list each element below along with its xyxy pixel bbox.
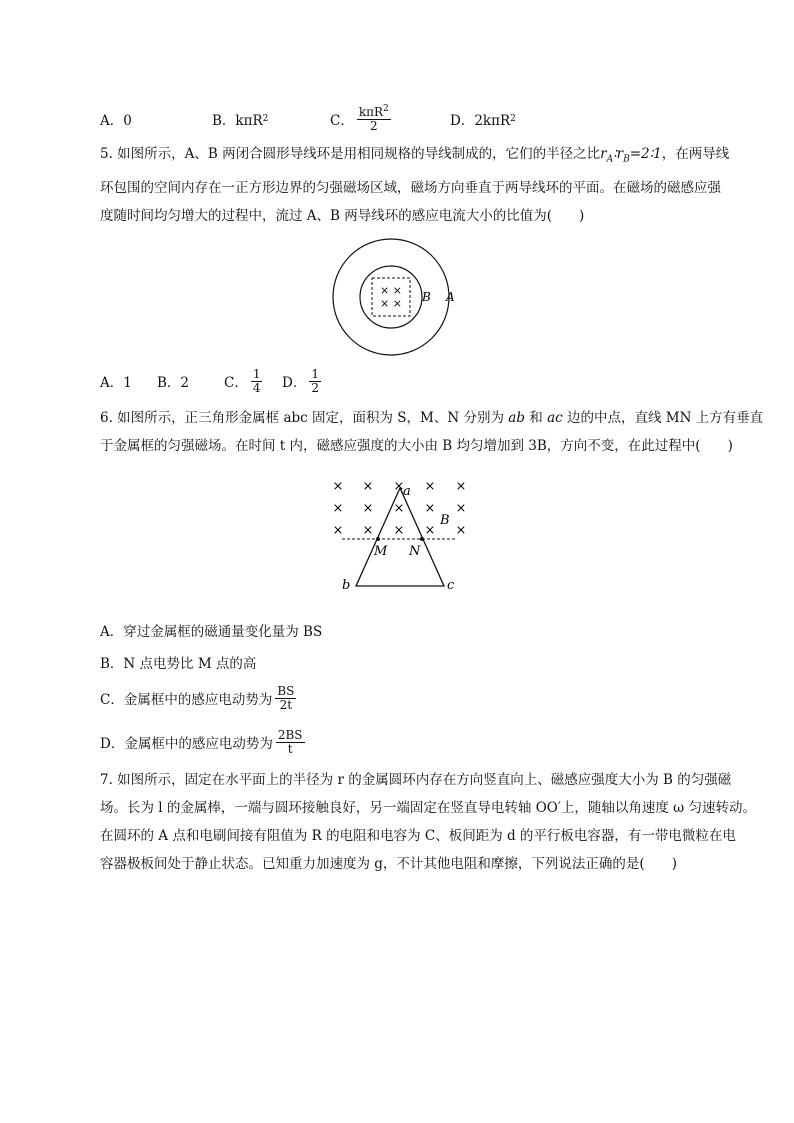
q6-line-1b: 边的中点，直线 MN 上方有垂直: [562, 410, 764, 426]
q6-figure: [330, 476, 480, 596]
q5-option-c-den: 4: [252, 380, 261, 395]
q4-option-d-sup: 2: [510, 114, 516, 124]
q5-stem: [100, 140, 730, 230]
cross: ×: [455, 501, 467, 516]
q5-line-3: 度随时间均匀增大的过程中，流过 A、B 两导线环的感应电流大小的比值为( ): [100, 207, 585, 224]
q7-line-3: 在圆环的 A 点和电刷间接有阻值为 R 的电阻和电容为 C、板间距为 d 的平行板电容器，有一带电微粒在电: [100, 828, 736, 844]
q5-option-b: [157, 371, 224, 391]
q4-option-c-num: [357, 105, 391, 120]
q5-line-1b: ，在两导线: [661, 146, 730, 162]
q4-option-b-text: B．kπR: [212, 113, 263, 129]
q4-option-a: [100, 109, 212, 129]
q5-line-1: [100, 140, 730, 174]
cross: ×: [455, 479, 467, 494]
q5-options: [100, 362, 321, 400]
q6-option-d-prefix: D．金属框中的感应电动势为: [100, 736, 273, 752]
label-c: c: [447, 578, 455, 593]
q7-stem: [100, 766, 756, 878]
q4-option-d: [450, 109, 516, 129]
cross: ×: [393, 479, 405, 494]
q5-ratio: [600, 146, 662, 165]
q5-option-c: [224, 368, 282, 394]
q4-option-c: [330, 105, 450, 132]
q5-option-d-fraction: [309, 368, 321, 394]
q5-option-d-prefix: D．: [282, 375, 307, 391]
q6-line-1-mid: 和: [524, 410, 548, 426]
q6-option-a-text: A．穿过金属框的磁通量变化量为 BS: [100, 624, 323, 640]
cross: ×: [424, 479, 436, 494]
field-cross-row-2: × ×: [380, 297, 402, 310]
q5-line-1a: 5. 如图所示，A、B 两闭合圆形导线环是用相同规格的导线制成的，它们的半径之比: [100, 146, 601, 162]
q6-option-c-den: 2t: [279, 697, 293, 712]
q5-line-2: 环包围的空间内存在一正方形边界的匀强磁场区域，磁场方向垂直于两导线环的平面。在磁场的磁感应强: [100, 179, 721, 196]
q7-line-2: 场。长为 l 的金属棒，一端与圆环接触良好，另一端固定在竖直导电转轴 OO′上，随轴以角速度 ω 匀速转动。: [100, 800, 756, 816]
q5-option-c-prefix: C．: [224, 375, 248, 391]
label-n: N: [409, 544, 421, 559]
cross: ×: [424, 501, 436, 516]
q6-option-d-fraction: [276, 729, 305, 755]
q5-ratio-sub-a: A: [606, 154, 614, 165]
cross: ×: [332, 479, 344, 494]
q7-line-4: 容器极板间处于静止状态。已知重力加速度为 g，不计其他电阻和摩擦，下列说法正确的是( ): [100, 856, 677, 872]
q5-option-d-den: 2: [311, 380, 319, 395]
q4-option-b-sup: 2: [262, 114, 269, 124]
q6-option-d-den: t: [287, 741, 293, 756]
q5-figure: [330, 236, 470, 358]
cross: ×: [393, 501, 405, 516]
q6-side-ab: ab: [508, 410, 525, 426]
q4-option-b: [212, 109, 330, 129]
q6-option-b-text: B．N 点电势比 M 点的高: [100, 656, 257, 672]
q5-ratio-mid: ∶r: [613, 146, 624, 162]
q4-option-c-num-text: kπR: [358, 105, 384, 120]
label-a: a: [403, 484, 411, 499]
cross: ×: [332, 523, 344, 538]
q4-option-c-prefix: C．: [330, 113, 354, 129]
q5-option-c-fraction: [251, 368, 263, 394]
q5-option-a: [100, 371, 157, 391]
q6-option-a: [100, 618, 322, 642]
field-cross-row-1: × ×: [380, 284, 402, 297]
q6-line-1a: 6. 如图所示，正三角形金属框 abc 固定，面积为 S，M、N 分别为: [100, 410, 509, 426]
q5-option-d: [282, 368, 321, 394]
q5-option-b-text: B．2: [157, 375, 190, 391]
cross: ×: [362, 479, 374, 494]
q6-option-c-fraction: [275, 685, 296, 711]
q6-option-c-prefix: C．金属框中的感应电动势为: [100, 692, 273, 708]
q6-side-ac: ac: [547, 410, 563, 426]
q6-line-1: [100, 404, 764, 432]
q4-option-c-den: 2: [369, 119, 378, 133]
q5-ratio-end: =2∶1: [629, 146, 662, 162]
label-b: B: [422, 290, 431, 304]
point-n: [420, 537, 424, 541]
label-m: M: [374, 544, 388, 559]
q6-option-b: [100, 650, 256, 674]
point-m: [376, 537, 380, 541]
q4-option-c-fraction: [357, 105, 391, 132]
cross: ×: [424, 523, 436, 538]
q5-option-c-num: 1: [252, 366, 261, 381]
label-b: b: [342, 578, 351, 593]
cross: ×: [393, 523, 405, 538]
q6-option-d: [100, 724, 305, 760]
q6-stem: [100, 404, 764, 460]
q5-option-d-num: 1: [311, 366, 319, 381]
q5-ratio-sub-b: B: [623, 154, 630, 165]
q6-option-c: [100, 680, 296, 716]
cross: ×: [362, 523, 374, 538]
q5-ratio-r: r: [600, 146, 607, 162]
cross: ×: [362, 501, 374, 516]
label-a: A: [446, 290, 455, 304]
q4-options: [100, 102, 516, 136]
q4-option-c-num-sup: 2: [383, 104, 389, 115]
q5-option-a-text: A．1: [100, 375, 132, 391]
q6-line-2: 于金属框的匀强磁场。在时间 t 内，磁感应强度的大小由 B 均匀增加到 3B，方向不变，在此过程中( ): [100, 438, 733, 454]
cross: ×: [455, 523, 467, 538]
cross: ×: [332, 501, 344, 516]
q6-option-c-num: BS: [277, 683, 295, 698]
q6-option-d-num: 2BS: [277, 727, 303, 742]
label-field-b: B: [440, 513, 450, 528]
q4-option-d-text: D．2kπR: [450, 113, 511, 129]
q4-option-a-text: A．0: [100, 113, 132, 129]
q7-line-1: 7. 如图所示，固定在水平面上的半径为 r 的金属圆环内存在方向竖直向上、磁感应强度大小为 B 的匀强磁: [100, 772, 732, 788]
